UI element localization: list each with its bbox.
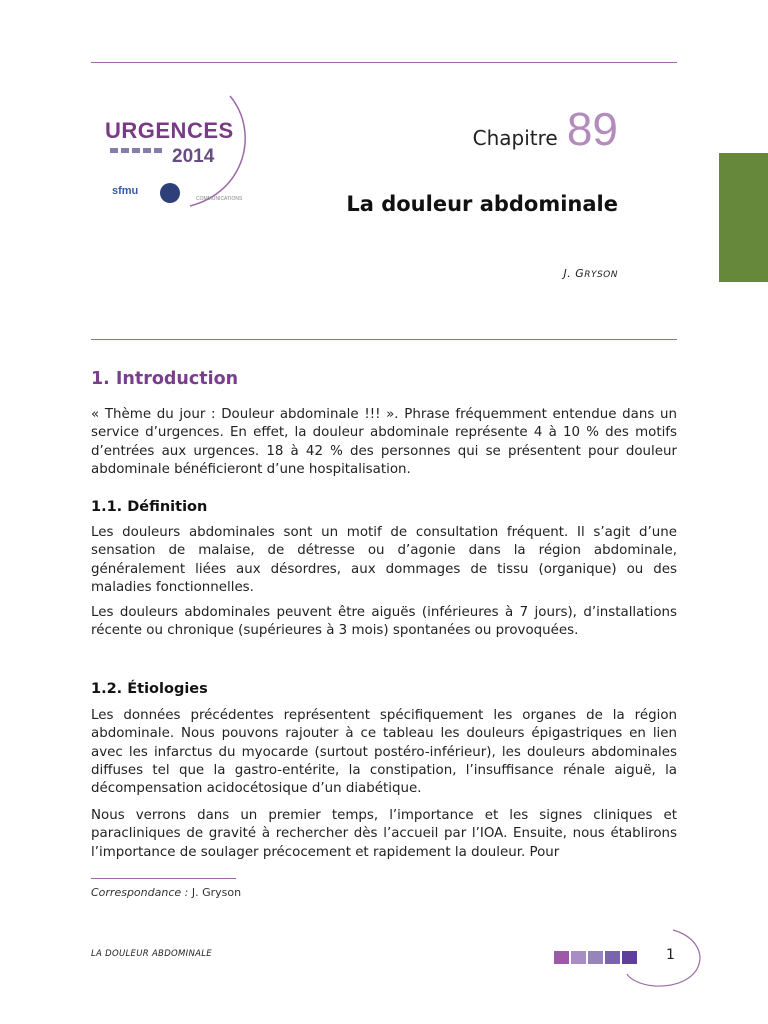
footer-square: [605, 951, 620, 964]
side-tab: [719, 153, 768, 282]
author-initial: J. G: [563, 267, 585, 280]
section-heading-introduction: 1. Introduction: [91, 369, 239, 389]
page-title: La douleur abdominale: [346, 192, 618, 216]
running-title: LA DOULEUR ABDOMINALE: [91, 949, 212, 959]
logo-sfmu: sfmu: [112, 185, 139, 197]
etiologies-paragraph-2: Nous verrons dans un premier temps, l’importance et les signes cliniques et paracliniques de gravité à rechercher dès l’accueil par l’IOA. Ensuite, nous établirons l’importance de soulager précocement et rapidement la douleur. Pour: [91, 808, 677, 860]
footer-arc: [625, 928, 705, 990]
header-bottom-rule: [91, 339, 677, 340]
intro-paragraph: « Thème du jour : Douleur abdominale !!! ». Phrase fréquemment entendue dans un service d’urgences. En effet, la douleur abdominale représente 4 à 10 % des motifs d’entrées aux urgences. 18 à 42 % des personnes qui se présentent pour douleur abdominale bénéficieront d’une hospitalisation.: [91, 407, 677, 477]
section-heading-etiologies: 1.2. Étiologies: [91, 681, 208, 697]
logo-title: URGENCES: [105, 118, 234, 143]
logo-seal-icon: [160, 183, 180, 203]
top-rule: [91, 62, 677, 63]
etiologies-paragraph-1: Les données précédentes représentent spécifiquement les organes de la région abdominale. Nous pouvons rajouter à ce tableau les douleurs épigastriques en lien avec les infarctus du myocarde (surtout postéro-inférieur), les douleurs abdominales diffuses tel que la gastro-entérite, la constipation, l’insuffisance rénale aiguë, la décompensation acidocétosique d’un diabétique.: [91, 708, 677, 797]
definition-paragraph-1: Les douleurs abdominales sont un motif de consultation fréquent. Il s’agit d’une sensation de malaise, de détresse ou d’agonie dans la région abdominale, généralement liées aux désordres, aux dommages de tissu (organique) ou des maladies fonctionnelles.: [91, 525, 677, 595]
definition-paragraph-2: Les douleurs abdominales peuvent être aiguës (inférieures à 7 jours), d’installations récente ou chronique (supérieures à 3 mois) spontanées ou provoquées.: [91, 605, 677, 639]
page-number: 1: [666, 947, 675, 963]
logo-squares: [110, 148, 162, 153]
footnote-value: J. Gryson: [191, 886, 242, 899]
footer-square: [571, 951, 586, 964]
logo-tagline: COMMUNICATIONS: [196, 196, 243, 202]
footnote: [91, 886, 241, 899]
author: [563, 267, 618, 280]
footer-square: [554, 951, 569, 964]
chapter-label: Chapitre: [472, 126, 558, 150]
author-rest: RYSON: [584, 270, 618, 280]
footer-square: [588, 951, 603, 964]
chapter-heading: [473, 102, 618, 156]
footnote-label: Correspondance :: [91, 886, 189, 899]
section-heading-definition: 1.1. Définition: [91, 499, 208, 515]
logo-year: 2014: [172, 146, 215, 167]
chapter-number: 89: [566, 103, 618, 155]
footnote-rule: [91, 878, 236, 879]
